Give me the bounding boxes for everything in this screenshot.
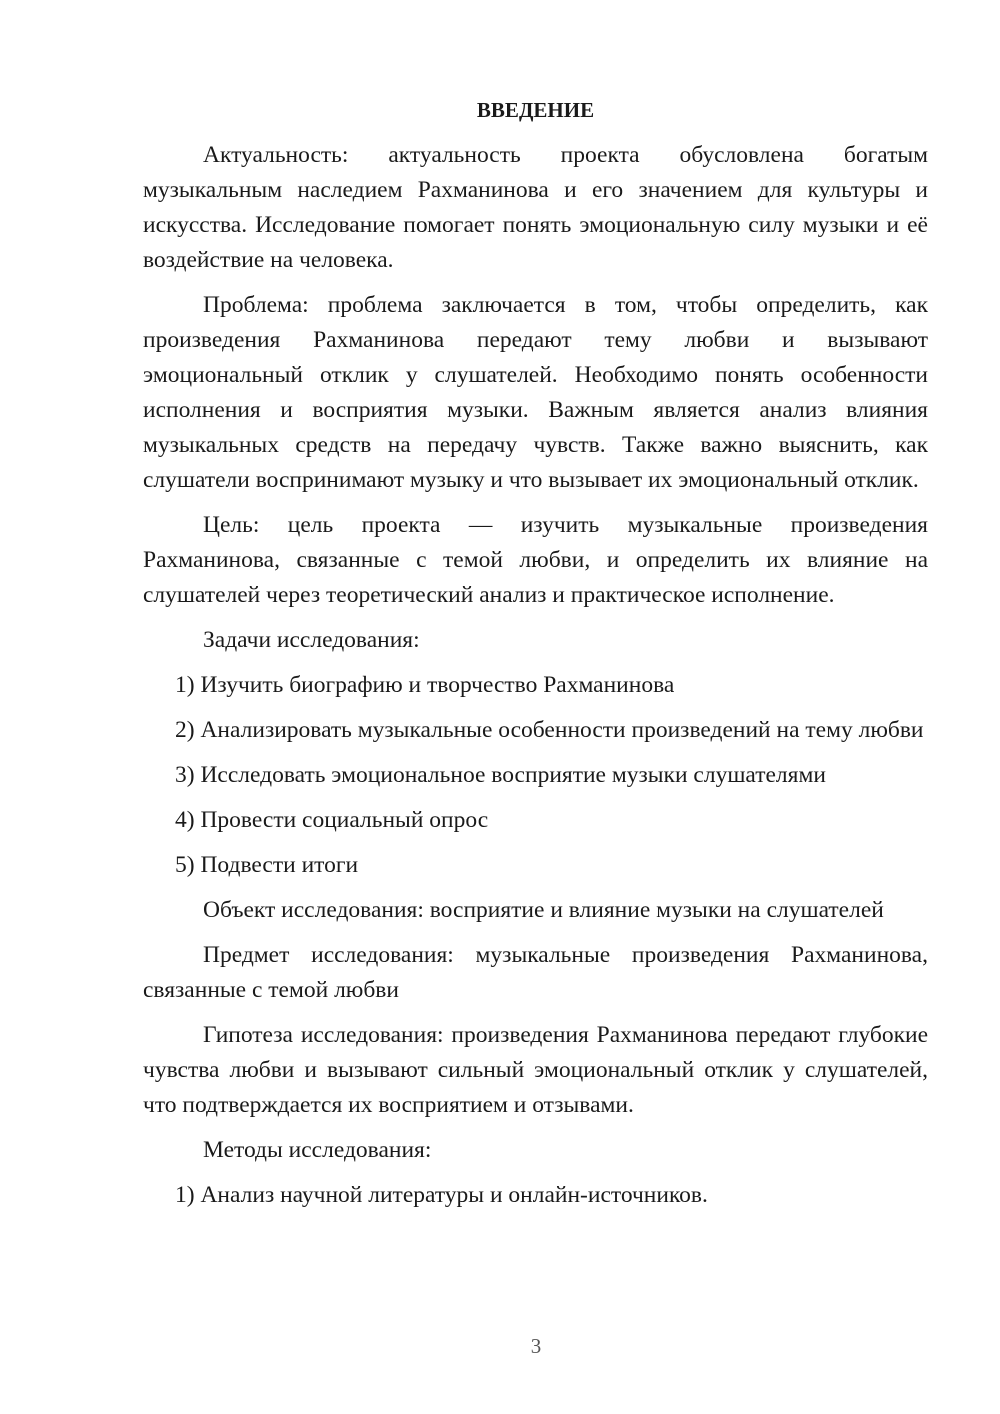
relevance-paragraph: Актуальность: актуальность проекта обусловлена богатым музыкальным наследием Рахманинова и его значением для культуры и искусства. Исследование помогает понять эмоциональную силу музыки и её воздействие на человека. bbox=[143, 142, 928, 273]
task-item: 2) Анализировать музыкальные особенности произведений на тему любви bbox=[175, 717, 924, 743]
page-number: 3 bbox=[530, 1334, 542, 1358]
method-item: 1) Анализ научной литературы и онлайн-источников. bbox=[175, 1182, 708, 1208]
task-item: 3) Исследовать эмоциональное восприятие музыки слушателями bbox=[175, 762, 826, 788]
goal-paragraph: Цель: цель проекта — изучить музыкальные произведения Рахманинова, связанные с темой любви, и определить их влияние на слушателей через теоретический анализ и практическое исполнение. bbox=[143, 512, 928, 608]
object-paragraph: Объект исследования: восприятие и влияние музыки на слушателей bbox=[203, 897, 884, 923]
hypothesis-paragraph: Гипотеза исследования: произведения Рахманинова передают глубокие чувства любви и вызывают сильный эмоциональный отклик у слушателей, что подтверждается их восприятием и отзывами. bbox=[143, 1022, 928, 1118]
tasks-heading: Задачи исследования: bbox=[203, 627, 420, 653]
section-title: ВВЕДЕНИЕ bbox=[476, 98, 595, 122]
document-body bbox=[143, 96, 928, 1223]
methods-heading: Методы исследования: bbox=[203, 1137, 432, 1163]
subject-paragraph: Предмет исследования: музыкальные произведения Рахманинова, связанные с темой любви bbox=[143, 942, 928, 1003]
task-item: 4) Провести социальный опрос bbox=[175, 807, 489, 833]
problem-paragraph: Проблема: проблема заключается в том, чтобы определить, как произведения Рахманинова передают тему любви и вызывают эмоциональный отклик у слушателей. Необходимо понять особенности исполнения и восприятия музыки. Важным является анализ влияния музыкальных средств на передачу чувств. Также важно выяснить, как слушатели воспринимают музыку и что вызывает их эмоциональный отклик. bbox=[143, 292, 928, 493]
task-item: 5) Подвести итоги bbox=[175, 852, 359, 878]
task-item: 1) Изучить биографию и творчество Рахманинова bbox=[175, 672, 675, 698]
